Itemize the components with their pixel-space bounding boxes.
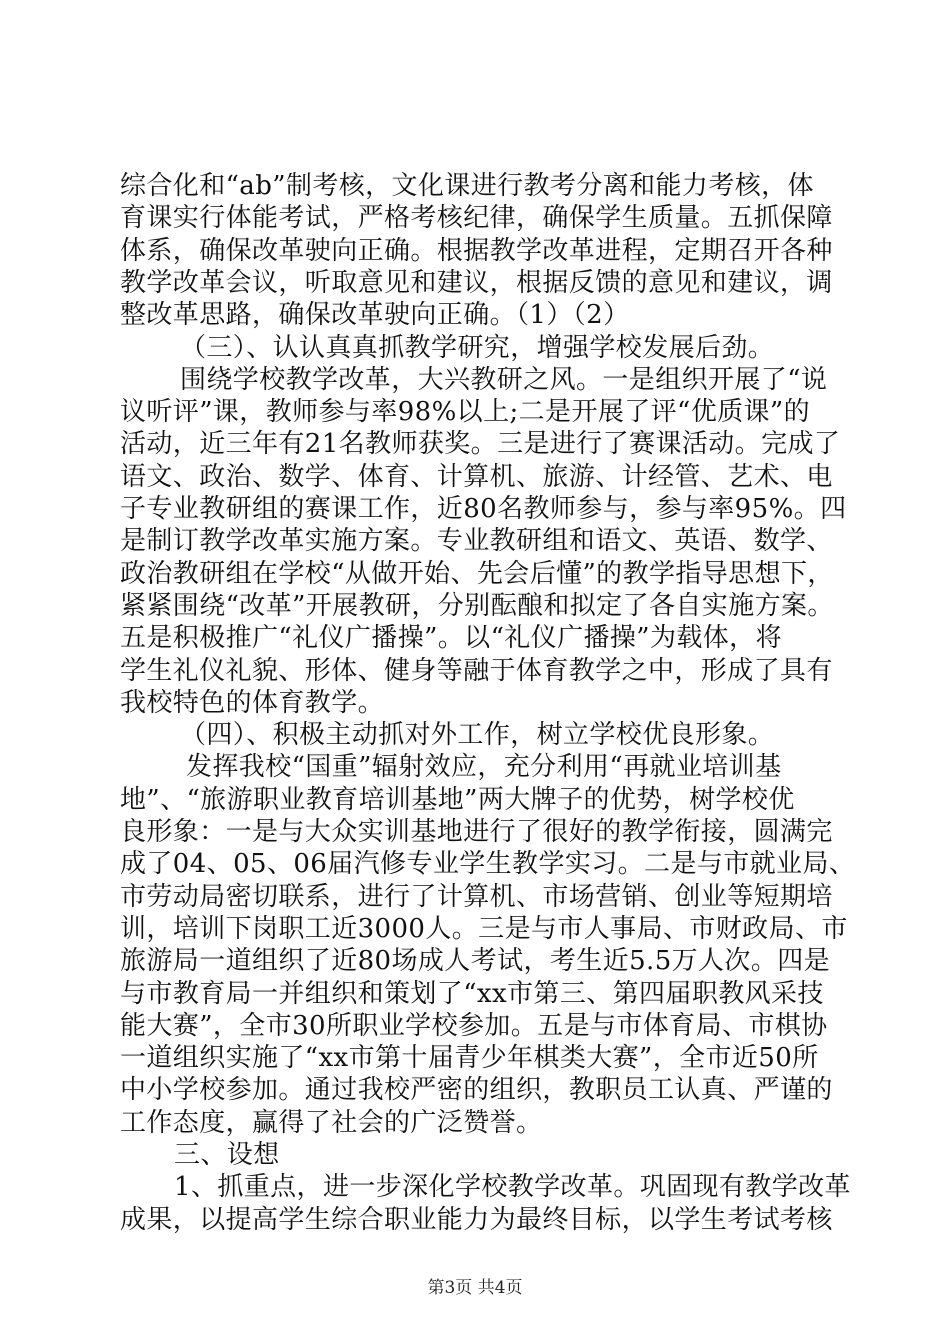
text-line: 围绕学校教学改革，大兴教研之风。一是组织开展了“说 [180, 364, 828, 395]
section-heading: 三、设想 [174, 1140, 280, 1170]
page-number: 第3页 共4页 [427, 1278, 523, 1298]
text-line: 中小学校参加。通过我校严密的组织，教职员工认真、严谨的 [120, 1075, 833, 1106]
text-line: 发挥我校“国重”辐射效应，充分利用“再就业培训基 [186, 752, 782, 783]
text-line: 政治教研组在学校“从做开始、先会后懂”的教学指导思想下， [120, 558, 834, 589]
text-line: 市劳动局密切联系，进行了计算机、市场营销、创业等短期培 [120, 881, 833, 912]
text-line: 旅游局一道组织了近80场成人考试，考生近5.5万人次。四是 [120, 946, 831, 977]
text-line: 我校特色的体育教学。 [120, 687, 385, 718]
text-line: 能大赛”，全市30所职业学校参加。五是与市体育局、市棋协 [120, 1010, 828, 1041]
text-line: 训，培训下岗职工近3000人。三是与市人事局、市财政局、市 [120, 913, 848, 944]
section-heading: （三）、认认真真抓教学研究，增强学校发展后劲。 [180, 332, 775, 363]
text-line: 子专业教研组的赛课工作，近80名教师参与，参与率95%。四 [120, 494, 847, 524]
text-line: 1、抓重点，进一步深化学校教学改革。巩固现有教学改革 [174, 1172, 851, 1203]
text-line: 良形象：一是与大众实训基地进行了很好的教学衔接，圆满完 [120, 817, 833, 847]
text-line: 综合化和“ab”制考核，文化课进行教考分离和能力考核，体 [120, 171, 814, 201]
text-line: 成了04、05、06届汽修专业学生教学实习。二是与市就业局、 [120, 849, 856, 880]
text-line: 紧紧围绕“改革”开展教研，分别酝酿和拟定了各自实施方案。 [120, 590, 834, 621]
text-line: 是制订教学改革实施方案。专业教研组和语文、英语、数学、 [120, 526, 833, 557]
text-line: 议听评”课，教师参与率98%以上;二是开展了评“优质课”的 [120, 397, 811, 428]
text-line: 成果，以提高学生综合职业能力为最终目标，以学生考试考核 [120, 1204, 833, 1235]
text-line: 整改革思路，确保改革驶向正确。（1）（2） [120, 300, 630, 331]
text-line: 工作态度，赢得了社会的广泛赞誉。 [120, 1107, 543, 1138]
section-heading: （四）、积极主动抓对外工作，树立学校优良形象。 [180, 720, 775, 751]
text-line: 学生礼仪礼貌、形体、健身等融于体育教学之中，形成了具有 [120, 655, 833, 686]
text-line: 与市教育局一并组织和策划了“xx市第三、第四届职教风采技 [120, 978, 824, 1009]
text-line: 体系，确保改革驶向正确。根据教学改革进程，定期召开各种 [120, 235, 833, 266]
text-line: 教学改革会议，听取意见和建议，根据反馈的意见和建议，调 [120, 267, 833, 298]
text-line: 活动，近三年有21名教师获奖。三是进行了赛课活动。完成了 [120, 429, 841, 460]
text-line: 五是积极推广“礼仪广播操”。以“礼仪广播操”为载体，将 [120, 623, 782, 654]
text-line: 育课实行体能考试，严格考核纪律，确保学生质量。五抓保障 [120, 203, 833, 234]
text-line: 一道组织实施了“xx市第十届青少年棋类大赛”，全市近50所 [120, 1043, 819, 1074]
text-line: 地”、“旅游职业教育培训基地”两大牌子的优势，树学校优 [120, 784, 795, 815]
text-line: 语文、政治、数学、体育、计算机、旅游、计经管、艺术、电 [120, 461, 833, 492]
